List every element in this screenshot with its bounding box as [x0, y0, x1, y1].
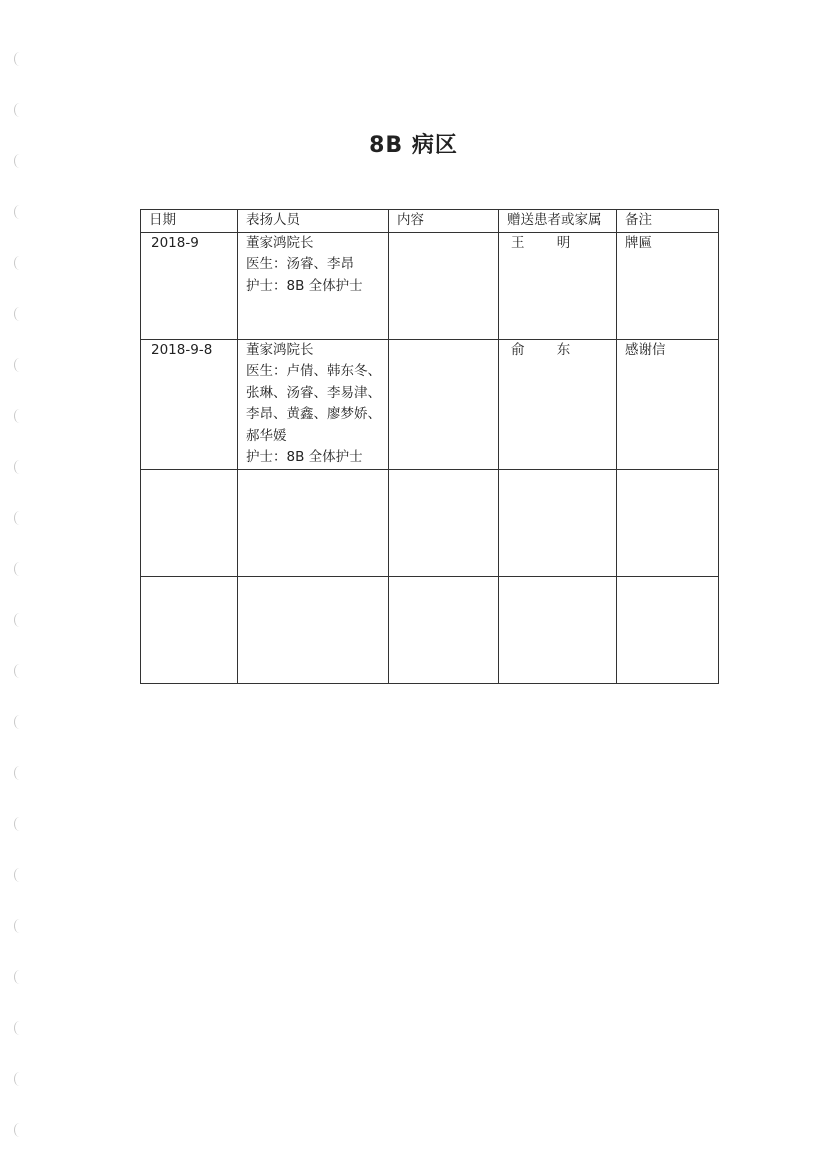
binding-hole: [14, 358, 25, 372]
cell-empty: [617, 469, 719, 576]
people-line: 张琳、汤睿、李易津、: [246, 384, 381, 401]
binding-hole: [14, 715, 25, 729]
people-line: 医生：汤睿、李昂: [246, 256, 354, 272]
cell-remark: 牌匾: [617, 232, 719, 339]
cell-remark: 感谢信: [617, 339, 719, 469]
binding-hole: [14, 970, 25, 984]
binding-hole: [14, 52, 25, 66]
people-line: 郝华媛: [246, 427, 287, 444]
header-remark: 备注: [617, 210, 719, 233]
cell-date: 2018-9: [141, 232, 238, 339]
commendation-table-wrapper: [140, 209, 718, 685]
cell-empty: [499, 469, 617, 576]
cell-empty: [617, 576, 719, 683]
cell-empty: [499, 576, 617, 683]
binding-hole: [14, 205, 25, 219]
binding-hole: [14, 511, 25, 525]
cell-empty: [389, 469, 499, 576]
binding-hole: [14, 766, 25, 780]
binding-hole: [14, 919, 25, 933]
table-row-empty: [141, 469, 719, 576]
binding-hole: [14, 409, 25, 423]
people-line: 护士：8B 全体护士: [246, 277, 363, 294]
binding-hole: [14, 1072, 25, 1086]
cell-empty: [389, 576, 499, 683]
binding-holes: [14, 40, 28, 1160]
binding-hole: [14, 562, 25, 576]
binding-hole: [14, 613, 25, 627]
cell-empty: [141, 469, 238, 576]
cell-people: [238, 232, 389, 339]
header-date: 日期: [141, 210, 238, 233]
cell-content: [389, 339, 499, 469]
binding-hole: [14, 868, 25, 882]
header-people: 表扬人员: [238, 210, 389, 233]
binding-hole: [14, 307, 25, 321]
binding-hole: [14, 1021, 25, 1035]
cell-empty: [238, 469, 389, 576]
page-title: 8B 病区: [369, 133, 458, 158]
people-line: 董家鸿院长: [246, 341, 314, 358]
people-line: 医生：卢倩、韩东冬、: [246, 363, 381, 379]
binding-hole: [14, 817, 25, 831]
cell-empty: [141, 576, 238, 683]
commendation-table: [140, 209, 719, 684]
binding-hole: [14, 256, 25, 270]
cell-giver: 俞 东: [499, 339, 617, 469]
binding-hole: [14, 1123, 25, 1137]
table-row-empty: [141, 576, 719, 683]
binding-hole: [14, 664, 25, 678]
people-line: 董家鸿院长: [246, 234, 314, 251]
table-header-row: [141, 210, 719, 233]
cell-date: 2018-9-8: [141, 339, 238, 469]
cell-content: [389, 232, 499, 339]
cell-giver: 王 明: [499, 232, 617, 339]
header-giver: 赠送患者或家属: [499, 210, 617, 233]
people-line: 李昂、黄鑫、廖梦娇、: [246, 406, 381, 422]
table-row: [141, 232, 719, 339]
cell-empty: [238, 576, 389, 683]
binding-hole: [14, 460, 25, 474]
table-row: [141, 339, 719, 469]
binding-hole: [14, 103, 25, 117]
people-line: 护士：8B 全体护士: [246, 449, 363, 465]
header-content: 内容: [389, 210, 499, 233]
cell-people: [238, 339, 389, 469]
